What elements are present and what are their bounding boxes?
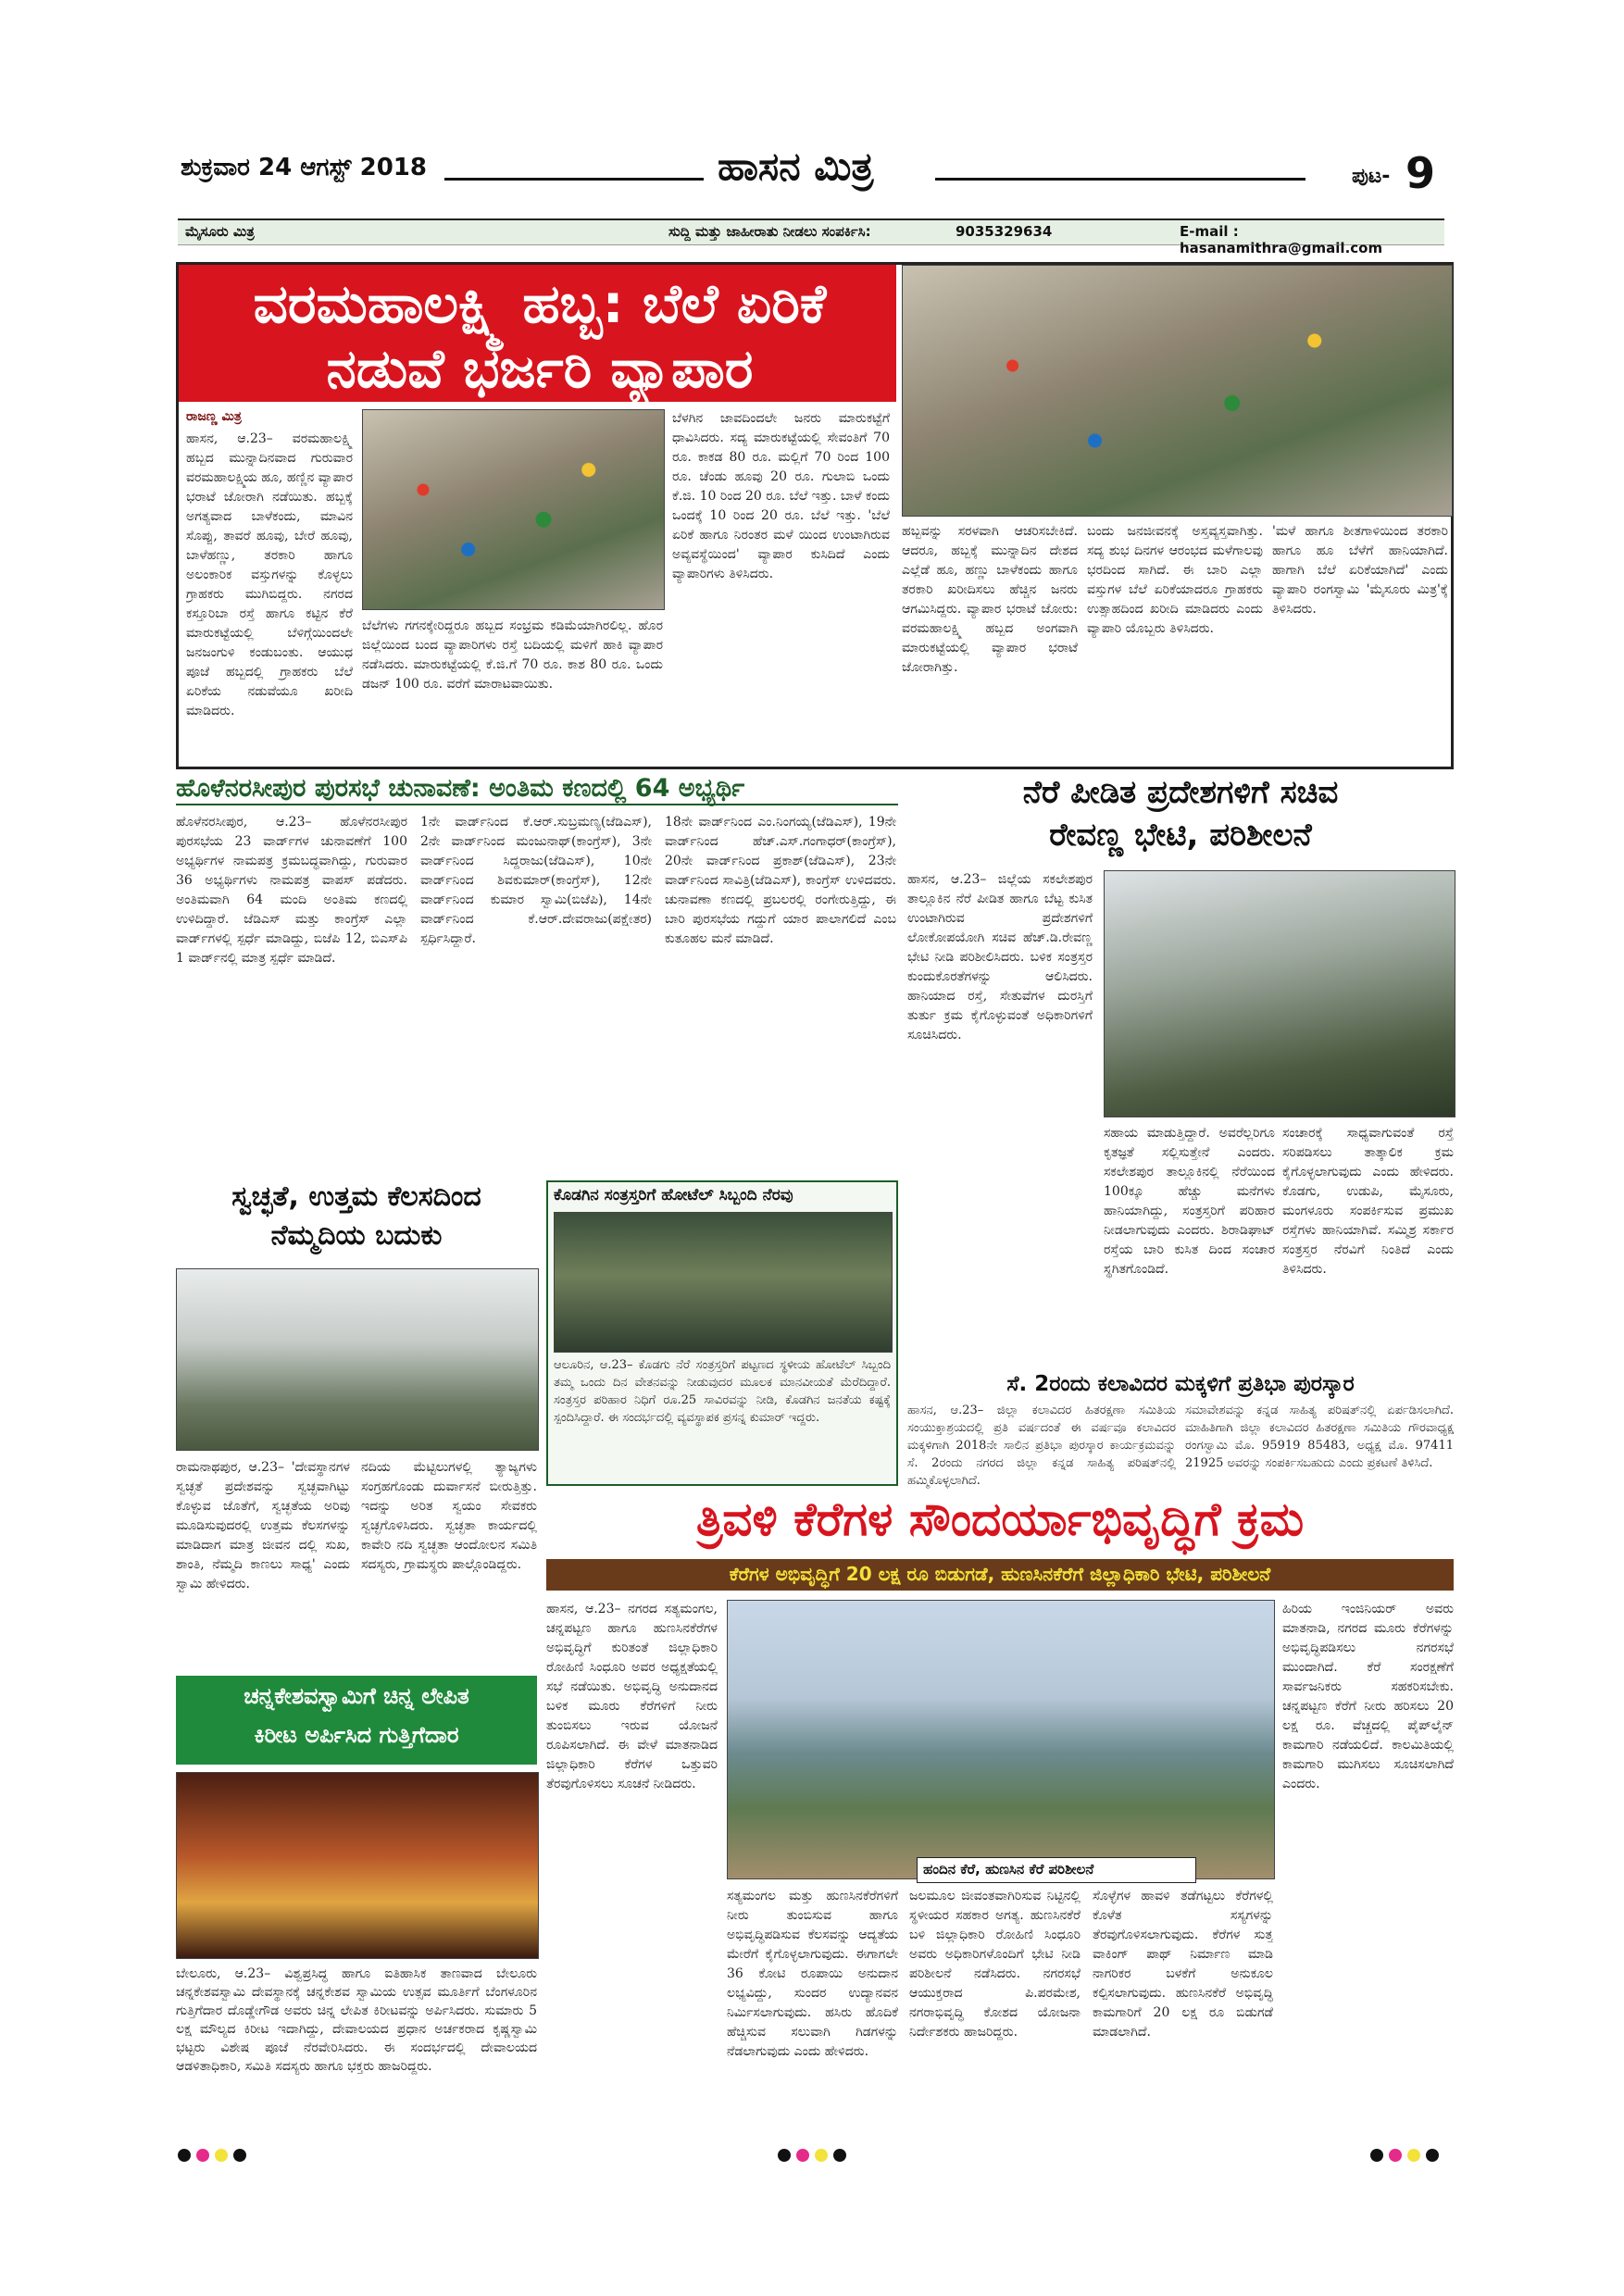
market-photo-small [362,409,665,610]
cleanliness-body-2: ನದಿಯ ಮೆಟ್ಟಿಲುಗಳಲ್ಲಿ ತ್ಯಾಜ್ಯಗಳು ಸಂಗ್ರಹಗೊಂಡು ದುರ್ವಾಸನೆ ಬೀರುತ್ತಿತ್ತು. ಇದನ್ನು ಅರಿತ ಸ್ವಯಂ ಸೇವಕರು ಸ್ವಚ್ಛಗೊಳಿಸಿದರು. ಸ್ವಚ್ಛತಾ ಕಾರ್ಯದಲ್ಲಿ ಕಾವೇರಿ ನದಿ ಸ್ವಚ್ಛತಾ ಆಂದೋಲನ ಸಮಿತಿ ಸದಸ್ಯರು, ಗ್ರಾಮಸ್ಥರು ಪಾಲ್ಗೊಂಡಿದ್ದರು. [361,1460,537,1572]
page-label: ಪುಟ- [1352,165,1391,188]
paper-name: ಹಾಸನ ಮಿತ್ರ [718,144,874,189]
registration-marks-center [778,2148,852,2165]
hotel-photo [554,1212,893,1353]
minister-body-2: ಸಹಾಯ ಮಾಡುತ್ತಿದ್ದಾರೆ. ಅವರೆಲ್ಲರಿಗೂ ಕೃತಜ್ಞತೆ ಸಲ್ಲಿಸುತ್ತೇನೆ ಎಂದರು. ಸಕಲೇಶಪುರ ತಾಲ್ಲೂಕಿನಲ್ಲಿ ನೆರೆಯಿಂದ 100ಕ್ಕೂ ಹೆಚ್ಚು ಮನೆಗಳು ಹಾನಿಯಾಗಿದ್ದು, ಸಂತ್ರಸ್ತರಿಗೆ ಪರಿಹಾರ ನೀಡಲಾಗುವುದು ಎಂದರು. ಶಿರಾಡಿಘಾಟ್ ರಸ್ತೆಯ ಬಾರಿ ಕುಸಿತ ದಿಂದ ಸಂಚಾರ ಸ್ಥಗಿತಗೊಂಡಿದೆ. [1104,1126,1275,1277]
prize-story [907,1372,1454,1492]
market-photo-large [902,265,1453,517]
lead-byline: ರಾಜಣ್ಣ ಮಿತ್ರ [186,409,242,424]
cleanliness-headline-line-2: ನೆಮ್ಮದಿಯ ಬದುಕು [270,1219,443,1252]
crown-story [176,1676,537,2129]
lead-col-2: ಬೆಲೆಗಳು ಗಗನಕ್ಕೇರಿದ್ದರೂ ಹಬ್ಬದ ಸಂಭ್ರಮ ಕಡಿಮೆಯಾಗಿರಲಿಲ್ಲ. ಹೊರ ಜಿಲ್ಲೆಯಿಂದ ಬಂದ ವ್ಯಾಪಾರಿಗಳು ರಸ್ತೆ ಬದಿಯಲ್ಲಿ ಮಳಿಗೆ ಹಾಕಿ ವ್ಯಾಪಾರ ನಡೆಸಿದರು. ಮಾರುಕಟ್ಟೆಯಲ್ಲಿ ಕೆ.ಜಿ.ಗೆ 70 ರೂ. ಕಾಶ 80 ರೂ. ಒಂದು ಡಜನ್ 100 ರೂ. ವರೆಗೆ ಮಾರಾಟವಾಯಿತು. [362,618,663,692]
contact-strip [178,218,1444,256]
registration-marks-right [1370,2148,1444,2165]
email: E-mail : hasanamithra@gmail.com [1180,223,1383,256]
lakes-photo-caption: ಹಂದಿನ ಕೆರೆ, ಹುಣಸಿನ ಕೆರೆ ಪರಿಶೀಲನೆ [923,1861,1094,1878]
hotel-headline: ಕೊಡಗಿನ ಸಂತ್ರಸ್ತರಿಗೆ ಹೋಟೆಲ್ ಸಿಬ್ಬಂದಿ ನೆರವು [554,1186,793,1204]
contact-phone: 9035329634 [956,223,1053,240]
minister-headline-line-1: ನೆರೆ ಪೀಡಿತ ಪ್ರದೇಶಗಳಿಗೆ ಸಚಿವ [1022,774,1339,811]
lakes-photo-caption-bar [917,1857,1196,1883]
cleanliness-body-1: ರಾಮನಾಥಪುರ, ಆ.23– 'ದೇವಸ್ಥಾನಗಳ ಸ್ವಚ್ಛತೆ ಪ್ರದೇಶವನ್ನು ಸ್ವಚ್ಛವಾಗಿಟ್ಟು ಕೊಳ್ಳುವ ಜೊತೆಗೆ, ಸ್ವಚ್ಛತೆಯ ಅರಿವು ಮೂಡಿಸುವುದರಲ್ಲಿ ಉತ್ತಮ ಕೆಲಸಗಳನ್ನು ಮಾಡಿದಾಗ ಮಾತ್ರ ಜೀವನ ದಲ್ಲಿ ಸುಖ, ಶಾಂತಿ, ನೆಮ್ಮದಿ ಕಾಣಲು ಸಾಧ್ಯ' ಎಂದು ಸ್ವಾಮಿ ಹೇಳಿದರು. [176,1460,350,1591]
cleanliness-photo [176,1268,539,1451]
contact-label: ಸುದ್ದಿ ಮತ್ತು ಜಾಹೀರಾತು ನೀಡಲು ಸಂಪರ್ಕಿಸಿ: [668,223,871,240]
lead-col-4: ಹಬ್ಬವನ್ನು ಸರಳವಾಗಿ ಆಚರಿಸಬೇಕಿದೆ. ಆದರೂ, ಹಬ್ಬಕ್ಕೆ ಮುನ್ನಾದಿನ ದೇಶದ ಎಲ್ಲೆಡೆ ಹೂ, ಹಣ್ಣು ಬಾಳೆಕಂದು ಹಾಗೂ ತರಕಾರಿ ಖರೀದಿಸಲು ಹೆಚ್ಚಿನ ಜನರು ಆಗಮಿಸಿದ್ದರು. ವ್ಯಾಪಾರ ಭರಾಟೆ ಜೋರು: ವರಮಹಾಲಕ್ಷ್ಮಿ ಹಬ್ಬದ ಅಂಗವಾಗಿ ಮಾರುಕಟ್ಟೆಯಲ್ಲಿ ವ್ಯಾಪಾರ ಭರಾಟೆ ಜೋರಾಗಿತ್ತು. [902,524,1078,675]
lakes-col-3: ಜಲಮೂಲ ಜೀವಂತವಾಗಿರಿಸುವ ನಿಟ್ಟಿನಲ್ಲಿ ಸ್ಥಳೀಯರ ಸಹಕಾರ ಅಗತ್ಯ. ಹುಣಸಿನಕೆರೆ ಬಳಿ ಜಿಲ್ಲಾಧಿಕಾರಿ ರೋಹಿಣಿ ಸಿಂಧೂರಿ ಅವರು ಅಧಿಕಾರಿಗಳೊಂದಿಗೆ ಭೇಟಿ ನೀಡಿ ಪರಿಶೀಲನೆ ನಡೆಸಿದರು. ನಗರಸಭೆ ಆಯುಕ್ತರಾದ ಪಿ.ಪರಮೇಶ, ನಗರಾಭಿವೃದ್ಧಿ ಕೋಶದ ಯೋಜನಾ ನಿರ್ದೇಶಕರು ಹಾಜರಿದ್ದರು. [909,1889,1081,2040]
hotel-story [546,1180,898,1486]
lead-headline-line-1: ವರಮಹಾಲಕ್ಷ್ಮಿ ಹಬ್ಬ: ಬೆಲೆ ಏರಿಕೆ [253,272,827,335]
crown-photo [176,1772,539,1959]
edition-label: ಮೈಸೂರು ಮಿತ್ರ [185,223,255,240]
holenarasipur-story [176,774,898,1172]
lakes-headline: ತ್ರಿವಳಿ ಕೆರೆಗಳ ಸೌಂದರ್ಯಾಭಿವೃದ್ಧಿಗೆ ಕ್ರಮ [695,1492,1305,1546]
lakes-story [546,1492,1454,2131]
lakes-col-2: ಸತ್ಯಮಂಗಲ ಮತ್ತು ಹುಣಸಿನಕೆರೆಗಳಿಗೆ ನೀರು ತುಂಬಿಸುವ ಹಾಗೂ ಅಭಿವೃದ್ಧಿಪಡಿಸುವ ಕೆಲಸವನ್ನು ಆದ್ಯತೆಯ ಮೇರೆಗೆ ಕೈಗೊಳ್ಳಲಾಗುವುದು. ಈಗಾಗಲೇ 36 ಕೋಟಿ ರೂಪಾಯಿ ಅನುದಾನ ಲಭ್ಯವಿದ್ದು, ಸುಂದರ ಉದ್ಯಾನವನ ನಿರ್ಮಿಸಲಾಗುವುದು. ಹಸಿರು ಹೊದಿಕೆ ಹೆಚ್ಚಿಸುವ ಸಲುವಾಗಿ ಗಿಡಗಳನ್ನು ನೆಡಲಾಗುವುದು ಎಂದು ಹೇಳಿದರು. [727,1889,898,2059]
lakes-col-5: ಹಿರಿಯ ಇಂಜಿನಿಯರ್ ಅವರು ಮಾತನಾಡಿ, ನಗರದ ಮೂರು ಕೆರೆಗಳನ್ನು ಅಭಿವೃದ್ಧಿಪಡಿಸಲು ನಗರಸಭೆ ಮುಂದಾಗಿದೆ. ಕೆರೆ ಸಂರಕ್ಷಣೆಗೆ ಸಾರ್ವಜನಿಕರು ಸಹಕರಿಸಬೇಕು. ಚನ್ನಪಟ್ಟಣ ಕೆರೆಗೆ ನೀರು ಹರಿಸಲು 20 ಲಕ್ಷ ರೂ. ವೆಚ್ಚದಲ್ಲಿ ಪೈಪ್‌ಲೈನ್ ಕಾಮಗಾರಿ ನಡೆಯಲಿದೆ. ಕಾಲಮಿತಿಯಲ್ಲಿ ಕಾಮಗಾರಿ ಮುಗಿಸಲು ಸೂಚಿಸಲಾಗಿದೆ ಎಂದರು. [1282,1602,1454,1791]
registration-marks-left [178,2148,252,2165]
lead-story [176,262,1454,769]
cleanliness-headline-line-1: ಸ್ವಚ್ಛತೆ, ಉತ್ತಮ ಕೆಲಸದಿಂದ [231,1180,481,1213]
lakes-col-1: ಹಾಸನ, ಆ.23– ನಗರದ ಸತ್ಯಮಂಗಲ, ಚನ್ನಪಟ್ಟಣ ಹಾಗೂ ಹುಣಸಿನಕೆರೆಗಳ ಅಭಿವೃದ್ಧಿಗೆ ಕುರಿತಂತೆ ಜಿಲ್ಲಾಧಿಕಾರಿ ರೋಹಿಣಿ ಸಿಂಧೂರಿ ಅವರ ಅಧ್ಯಕ್ಷತೆಯಲ್ಲಿ ಸಭೆ ನಡೆಯಿತು. ಅಭಿವೃದ್ಧಿ ಅನುದಾನದ ಬಳಿಕ ಮೂರು ಕೆರೆಗಳಿಗೆ ನೀರು ತುಂಬಿಸಲು ಇರುವ ಯೋಜನೆ ರೂಪಿಸಲಾಗಿದೆ. ಈ ವೇಳೆ ಮಾತನಾಡಿದ ಜಿಲ್ಲಾಧಿಕಾರಿ ಕೆರೆಗಳ ಒತ್ತುವರಿ ತೆರವುಗೊಳಿಸಲು ಸೂಚನೆ ನೀಡಿದರು. [546,1602,718,1791]
minister-body-1: ಹಾಸನ, ಆ.23– ಜಿಲ್ಲೆಯ ಸಕಲೇಶಪುರ ತಾಲ್ಲೂಕಿನ ನೆರೆ ಪೀಡಿತ ಹಾಗೂ ಬೆಟ್ಟ ಕುಸಿತ ಉಂಟಾಗಿರುವ ಪ್ರದೇಶಗಳಿಗೆ ಲೋಕೋಪಯೋಗಿ ಸಚಿವ ಹೆಚ್.ಡಿ.ರೇವಣ್ಣ ಭೇಟಿ ನೀಡಿ ಪರಿಶೀಲಿಸಿದರು. ಬಳಿಕ ಸಂತ್ರಸ್ತರ ಕುಂದುಕೊರತೆಗಳನ್ನು ಆಲಿಸಿದರು. ಹಾನಿಯಾದ ರಸ್ತೆ, ಸೇತುವೆಗಳ ದುರಸ್ತಿಗೆ ತುರ್ತು ಕ್ರಮ ಕೈಗೊಳ್ಳುವಂತೆ ಅಧಿಕಾರಿಗಳಿಗೆ ಸೂಚಿಸಿದರು. [907,872,1093,1042]
crown-headline-box [176,1676,537,1765]
page-number: 9 [1405,148,1436,198]
masthead-rule-left [444,178,704,181]
lakes-subhead: ಕೆರೆಗಳ ಅಭಿವೃದ್ಧಿಗೆ 20 ಲಕ್ಷ ರೂ ಬಿಡುಗಡೆ, ಹುಣಸಿನಕೆರೆಗೆ ಜಿಲ್ಲಾಧಿಕಾರಿ ಭೇಟಿ, ಪರಿಶೀಲನೆ [729,1563,1271,1585]
lead-headline-box [179,265,896,402]
lakes-col-4: ಸೊಳ್ಳೆಗಳ ಹಾವಳಿ ತಡೆಗಟ್ಟಲು ಕೆರೆಗಳಲ್ಲಿ ಕೊಳೆತ ಸಸ್ಯಗಳನ್ನು ತೆರವುಗೊಳಿಸಲಾಗುವುದು. ಕೆರೆಗಳ ಸುತ್ತ ವಾಕಿಂಗ್ ಪಾಥ್ ನಿರ್ಮಾಣ ಮಾಡಿ ನಾಗರಿಕರ ಬಳಕೆಗೆ ಅನುಕೂಲ ಕಲ್ಪಿಸಲಾಗುವುದು. ಹುಣಸಿನಕೆರೆ ಅಭಿವೃದ್ಧಿ ಕಾಮಗಾರಿಗೆ 20 ಲಕ್ಷ ರೂ ಬಿಡುಗಡೆ ಮಾಡಲಾಗಿದೆ. [1093,1889,1273,2040]
holenarasipur-headline: ಹೊಳೆನರಸೀಪುರ ಪುರಸಭೆ ಚುನಾವಣೆ: ಅಂತಿಮ ಕಣದಲ್ಲಿ 64 ಅಭ್ಯರ್ಥಿ [176,774,898,805]
prize-body-1: ಹಾಸನ, ಆ.23– ಜಿಲ್ಲಾ ಕಲಾವಿದರ ಹಿತರಕ್ಷಣಾ ಸಮಿತಿಯ ಸಂಯುಕ್ತಾಶ್ರಯದಲ್ಲಿ ಪ್ರತಿ ವರ್ಷದಂತೆ ಈ ವರ್ಷವೂ ಕಲಾವಿದರ ಮಕ್ಕಳಿಗಾಗಿ 2018ನೇ ಸಾಲಿನ ಪ್ರತಿಭಾ ಪುರಸ್ಕಾರ ಕಾರ್ಯಕ್ರಮವನ್ನು ಸೆ. 2ರಂದು ನಗರದ ಜಿಲ್ಲಾ ಕನ್ನಡ ಸಾಹಿತ್ಯ ಪರಿಷತ್‌ನಲ್ಲಿ ಹಮ್ಮಿಕೊಳ್ಳಲಾಗಿದೆ. [907,1404,1176,1488]
crown-headline-line-2: ಕಿರೀಟ ಅರ್ಪಿಸಿದ ಗುತ್ತಿಗೆದಾರ [254,1722,459,1748]
prize-headline: ಸೆ. 2ರಂದು ಕಲಾವಿದರ ಮಕ್ಕಳಿಗೆ ಪ್ರತಿಭಾ ಪುರಸ್ಕಾರ [1006,1372,1355,1396]
lead-col-5: ಬಂದು ಜನಜೀವನಕ್ಕೆ ಅಸ್ತವ್ಯಸ್ತವಾಗಿತ್ತು. ಸದ್ಯ ಶುಭ ದಿನಗಳ ಆರಂಭದ ಮಳೆಗಾಲವು ಭರದಿಂದ ಸಾಗಿದೆ. ಈ ಬಾರಿ ಎಲ್ಲಾ ವಸ್ತುಗಳ ಬೆಲೆ ಏರಿಕೆಯಾದರೂ ಗ್ರಾಹಕರು ಉತ್ಸಾಹದಿಂದ ಖರೀದಿ ಮಾಡಿದರು ಎಂದು ವ್ಯಾಪಾರಿ ಯೊಬ್ಬರು ತಿಳಿಸಿದರು. [1087,524,1263,636]
masthead-rule-right [935,178,1305,181]
holenarasipur-col-3: 18ನೇ ವಾರ್ಡ್‌ನಿಂದ ಎಂ.ನಿಂಗಯ್ಯ(ಜೆಡಿಎಸ್), 19ನೇ ವಾರ್ಡ್‌ನಿಂದ ಹೆಚ್.ಎಸ್.ಗಂಗಾಧರ್(ಕಾಂಗ್ರೆಸ್), 20ನೇ ವಾರ್ಡ್‌ನಿಂದ ಪ್ರಕಾಶ್(ಜೆಡಿಎಸ್), 23ನೇ ವಾರ್ಡ್‌ನಿಂದ ಸಾವಿತ್ರಿ(ಜೆಡಿಎಸ್), ಕಾಂಗ್ರೆಸ್ ಉಳಿದವರು. ಚುನಾವಣಾ ಕಣದಲ್ಲಿ ಪ್ರಬಲರಲ್ಲಿ ರಂಗೇರುತ್ತಿದ್ದು, ಈ ಬಾರಿ ಪುರಸಭೆಯ ಗದ್ದುಗೆ ಯಾರ ಪಾಲಾಗಲಿದೆ ಎಂಬ ಕುತೂಹಲ ಮನೆ ಮಾಡಿದೆ. [665,815,896,946]
lakes-photo [727,1600,1275,1879]
hotel-body: ಆಲೂರಿನ, ಆ.23– ಕೊಡಗು ನೆರೆ ಸಂತ್ರಸ್ತರಿಗೆ ಪಟ್ಟಣದ ಸ್ಥಳೀಯ ಹೋಟೆಲ್ ಸಿಬ್ಬಂದಿ ತಮ್ಮ ಒಂದು ದಿನ ವೇತನವನ್ನು ನೀಡುವುದರ ಮೂಲಕ ಮಾನವೀಯತೆ ಮೆರೆದಿದ್ದಾರೆ. ಸಂತ್ರಸ್ತರ ಪರಿಹಾರ ನಿಧಿಗೆ ರೂ.25 ಸಾವಿರವನ್ನು ನೀಡಿ, ಕೊಡಗಿನ ಜನತೆಯ ಕಷ್ಟಕ್ಕೆ ಸ್ಪಂದಿಸಿದ್ದಾರೆ. ಈ ಸಂದರ್ಭದಲ್ಲಿ ವ್ಯವಸ್ಥಾಪಕ ಪ್ರಸನ್ನ ಕುಮಾರ್ ಇದ್ದರು. [554,1358,891,1425]
masthead [0,0,1624,256]
holenarasipur-col-2: 1ನೇ ವಾರ್ಡ್‌ನಿಂದ ಕೆ.ಆರ್.ಸುಬ್ರಮಣ್ಯ(ಜೆಡಿಎಸ್), 2ನೇ ವಾರ್ಡ್‌ನಿಂದ ಮಂಜುನಾಥ್(ಕಾಂಗ್ರೆಸ್), 3ನೇ ವಾರ್ಡ್‌ನಿಂದ ಸಿದ್ದರಾಜು(ಜೆಡಿಎಸ್), 10ನೇ ವಾರ್ಡ್‌ನಿಂದ ಶಿವಕುಮಾರ್(ಕಾಂಗ್ರೆಸ್), 12ನೇ ವಾರ್ಡ್‌ನಿಂದ ಕುಮಾರ ಸ್ವಾಮಿ(ಬಿಜೆಪಿ), 14ನೇ ವಾರ್ಡ್‌ನಿಂದ ಕೆ.ಆರ್.ದೇವರಾಜು(ಪಕ್ಷೇತರ) ಸ್ಪರ್ಧಿಸಿದ್ದಾರೆ. [420,815,652,946]
minister-story [907,774,1454,1366]
minister-body-1-cont [907,1191,1093,1366]
crown-headline-line-1: ಚನ್ನಕೇಶವಸ್ವಾಮಿಗೆ ಚಿನ್ನ ಲೇಪಿತ [244,1683,469,1709]
minister-photo [1104,870,1455,1117]
cleanliness-story [176,1180,537,1666]
lakes-subhead-bar [546,1559,1454,1591]
lead-col-6: 'ಮಳೆ ಹಾಗೂ ಶೀತಗಾಳಿಯಿಂದ ತರಕಾರಿ ಹಾಗೂ ಹೂ ಬೆಳೆಗೆ ಹಾನಿಯಾಗಿದೆ. ಹಾಗಾಗಿ ಬೆಲೆ ಏರಿಕೆಯಾಗಿದೆ' ಎಂದು ವ್ಯಾಪಾರಿ ರಂಗಸ್ವಾಮಿ 'ಮೈಸೂರು ಮಿತ್ರ'ಕ್ಕೆ ತಿಳಿಸಿದರು. [1272,524,1448,617]
minister-body-3: ಸಂಚಾರಕ್ಕೆ ಸಾಧ್ಯವಾಗುವಂತೆ ರಸ್ತೆ ಸರಿಪಡಿಸಲು ತಾತ್ಕಾಲಿಕ ಕ್ರಮ ಕೈಗೊಳ್ಳಲಾಗುವುದು ಎಂದು ಹೇಳಿದರು. ಕೊಡಗು, ಉಡುಪಿ, ಮೈಸೂರು, ಮಂಗಳೂರು ಸಂಪರ್ಕಿಸುವ ಪ್ರಮುಖ ರಸ್ತೆಗಳು ಹಾನಿಯಾಗಿವೆ. ಸಮ್ಮಿಶ್ರ ಸರ್ಕಾರ ಸಂತ್ರಸ್ತರ ನೆರವಿಗೆ ನಿಂತಿದೆ ಎಂದು ತಿಳಿಸಿದರು. [1282,1126,1454,1277]
holenarasipur-col-1: ಹೊಳೆನರಸೀಪುರ, ಆ.23– ಹೊಳೆನರಸೀಪುರ ಪುರಸಭೆಯ 23 ವಾರ್ಡ್‌ಗಳ ಚುನಾವಣೆಗೆ 100 ಅಭ್ಯರ್ಥಿಗಳ ನಾಮಪತ್ರ ಕ್ರಮಬದ್ಧವಾಗಿದ್ದು, ಗುರುವಾರ 36 ಅಭ್ಯರ್ಥಿಗಳು ನಾಮಪತ್ರ ವಾಪಸ್ ಪಡೆದರು. ಅಂತಿಮವಾಗಿ 64 ಮಂದಿ ಅಂತಿಮ ಕಣದಲ್ಲಿ ಉಳಿದಿದ್ದಾರೆ. ಜೆಡಿಎಸ್ ಮತ್ತು ಕಾಂಗ್ರೆಸ್ ಎಲ್ಲಾ ವಾರ್ಡ್‌ಗಳಲ್ಲಿ ಸ್ಪರ್ಧೆ ಮಾಡಿದ್ದು, ಬಿಜೆಪಿ 12, ಬಿಎಸ್‌ಪಿ 1 ವಾರ್ಡ್‌ನಲ್ಲಿ ಮಾತ್ರ ಸ್ಪರ್ಧೆ ಮಾಡಿದೆ. [176,815,407,966]
minister-headline-line-2: ರೇವಣ್ಣ ಭೇಟಿ, ಪರಿಶೀಲನೆ [1049,817,1312,854]
lead-headline-line-2: ನಡುವೆ ಭರ್ಜರಿ ವ್ಯಾಪಾರ [326,337,754,400]
issue-date: ಶುಕ್ರವಾರ 24 ಆಗಸ್ಟ್ 2018 [181,154,427,181]
prize-body-2: ಸಮಾವೇಶವನ್ನು ಕನ್ನಡ ಸಾಹಿತ್ಯ ಪರಿಷತ್‌ನಲ್ಲಿ ಏರ್ಪಡಿಸಲಾಗಿದೆ. ಮಾಹಿತಿಗಾಗಿ ಜಿಲ್ಲಾ ಕಲಾವಿದರ ಹಿತರಕ್ಷಣಾ ಸಮಿತಿಯ ಗೌರವಾಧ್ಯಕ್ಷ ರಂಗಸ್ವಾಮಿ ಮೊ. 95919 85483, ಅಧ್ಯಕ್ಷ ಮೊ. 97411 21925 ಅವರನ್ನು ಸಂಪರ್ಕಿಸಬಹುದು ಎಂದು ಪ್ರಕಟಣೆ ತಿಳಿಸಿದೆ. [1185,1404,1454,1470]
lead-col-1: ಹಾಸನ, ಆ.23– ವರಮಹಾಲಕ್ಷ್ಮಿ ಹಬ್ಬದ ಮುನ್ನಾದಿನವಾದ ಗುರುವಾರ ವರಮಹಾಲಕ್ಷ್ಮಿಯ ಹೂ, ಹಣ್ಣಿನ ವ್ಯಾಪಾರ ಭರಾಟೆ ಜೋರಾಗಿ ನಡೆಯಿತು. ಹಬ್ಬಕ್ಕೆ ಅಗತ್ಯವಾದ ಬಾಳೆಕಂದು, ಮಾವಿನ ಸೊಪ್ಪು, ತಾವರೆ ಹೂವು, ಬೇರೆ ಹೂವು, ಬಾಳೆಹಣ್ಣು, ತರಕಾರಿ ಹಾಗೂ ಅಲಂಕಾರಿಕ ವಸ್ತುಗಳನ್ನು ಕೊಳ್ಳಲು ಗ್ರಾಹಕರು ಮುಗಿಬಿದ್ದರು. ನಗರದ ಕಸ್ತೂರಿಬಾ ರಸ್ತೆ ಹಾಗೂ ಕಟ್ಟಿನ ಕೆರೆ ಮಾರುಕಟ್ಟೆಯಲ್ಲಿ ಬೆಳಿಗ್ಗೆಯಿಂದಲೇ ಜನಜಂಗುಳಿ ಕಂಡುಬಂತು. ಆಯುಧ ಪೂಜೆ ಹಬ್ಬದಲ್ಲಿ ಗ್ರಾಹಕರು ಬೆಲೆ ಏರಿಕೆಯ ನಡುವೆಯೂ ಖರೀದಿ ಮಾಡಿದರು. [186,431,353,718]
crown-body: ಬೇಲೂರು, ಆ.23– ವಿಶ್ವಪ್ರಸಿದ್ಧ ಹಾಗೂ ಐತಿಹಾಸಿಕ ತಾಣವಾದ ಬೇಲೂರು ಚನ್ನಕೇಶವಸ್ವಾಮಿ ದೇವಸ್ಥಾನಕ್ಕೆ ಚನ್ನಕೇಶವ ಸ್ವಾಮಿಯ ಉತ್ಸವ ಮೂರ್ತಿಗೆ ಬೆಂಗಳೂರಿನ ಗುತ್ತಿಗೆದಾರ ದೊಡ್ಡೇಗೌಡ ಅವರು ಚಿನ್ನ ಲೇಪಿತ ಕಿರೀಟವನ್ನು ಅರ್ಪಿಸಿದರು. ಸುಮಾರು 5 ಲಕ್ಷ ಮೌಲ್ಯದ ಕಿರೀಟ ಇದಾಗಿದ್ದು, ದೇವಾಲಯದ ಪ್ರಧಾನ ಅರ್ಚಕರಾದ ಕೃಷ್ಣಸ್ವಾಮಿ ಭಟ್ಟರು ವಿಶೇಷ ಪೂಜೆ ನೆರವೇರಿಸಿದರು. ಈ ಸಂದರ್ಭದಲ್ಲಿ ದೇವಾಲಯದ ಆಡಳಿತಾಧಿಕಾರಿ, ಸಮಿತಿ ಸದಸ್ಯರು ಹಾಗೂ ಭಕ್ತರು ಹಾಜರಿದ್ದರು. [176,1966,537,2074]
lead-col-3: ಬೆಳಗಿನ ಜಾವದಿಂದಲೇ ಜನರು ಮಾರುಕಟ್ಟೆಗೆ ಧಾವಿಸಿದರು. ಸದ್ಯ ಮಾರುಕಟ್ಟೆಯಲ್ಲಿ ಸೇವಂತಿಗೆ 70 ರೂ. ಕಾಕಡ 80 ರೂ. ಮಲ್ಲಿಗೆ 70 ರಿಂದ 100 ರೂ. ಚೆಂಡು ಹೂವು 20 ರೂ. ಗುಲಾಬಿ ಒಂದು ಕೆ.ಜಿ. 10 ರಿಂದ 20 ರೂ. ಬೆಲೆ ಇತ್ತು. ಬಾಳೆ ಕಂದು ಒಂದಕ್ಕೆ 10 ರಿಂದ 20 ರೂ. ಬೆಲೆ ಇತ್ತು. 'ಬೆಲೆ ಏರಿಕೆ ಹಾಗೂ ನಿರಂತರ ಮಳೆ ಯಿಂದ ಉಂಟಾಗಿರುವ ಅವ್ಯವಸ್ಥೆಯಿಂದ' ವ್ಯಾಪಾರ ಕುಸಿದಿದೆ ಎಂದು ವ್ಯಾಪಾರಿಗಳು ತಿಳಿಸಿದರು. [672,411,890,581]
